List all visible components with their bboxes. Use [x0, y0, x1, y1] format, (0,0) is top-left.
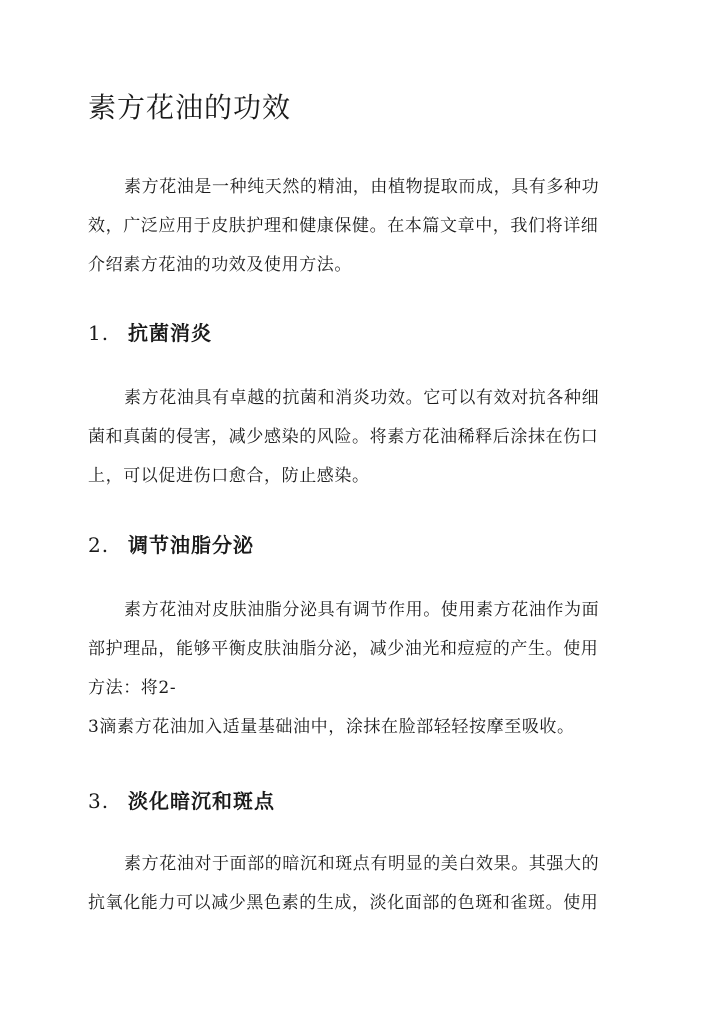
paragraph-line: 素方花油是一种纯天然的精油，由植物提取而成，具有多种功 — [124, 177, 600, 197]
paragraph-line: 素方花油对于面部的暗沉和斑点有明显的美白效果。其强大的 — [124, 854, 600, 874]
paragraph-line: 效，广泛应用于皮肤护理和健康保健。在本篇文章中，我们将详细 — [88, 216, 599, 236]
section-paragraph-1 — [88, 379, 632, 496]
page-title: 素方花油的功效 — [88, 91, 292, 124]
paragraph-line: 抗氧化能力可以减少黑色素的生成，淡化面部的色斑和雀斑。使用 — [88, 893, 599, 913]
section-heading-1 — [88, 318, 212, 348]
paragraph-line: 上，可以促进伤口愈合，防止感染。 — [88, 466, 370, 486]
paragraph-line: 部护理品，能够平衡皮肤油脂分泌，减少油光和痘痘的产生。使用 — [88, 639, 599, 659]
section-paragraph-2 — [88, 591, 632, 747]
section-number: 1. — [88, 321, 110, 345]
section-heading-text: 淡化暗沉和斑点 — [128, 789, 275, 813]
intro-paragraph — [88, 168, 632, 285]
section-number: 2. — [88, 533, 110, 557]
paragraph-line: 菌和真菌的侵害，减少感染的风险。将素方花油稀释后涂抹在伤口 — [88, 427, 599, 447]
paragraph-line: 介绍素方花油的功效及使用方法。 — [88, 255, 352, 275]
paragraph-line: 3滴素方花油加入适量基础油中，涂抹在脸部轻轻按摩至吸收。 — [88, 717, 575, 737]
section-heading-3 — [88, 786, 275, 816]
section-heading-2 — [88, 530, 254, 560]
section-number: 3. — [88, 789, 110, 813]
section-paragraph-3 — [88, 845, 632, 923]
paragraph-line: 素方花油具有卓越的抗菌和消炎功效。它可以有效对抗各种细 — [124, 388, 600, 408]
paragraph-line: 方法：将2- — [88, 678, 177, 698]
section-heading-text: 抗菌消炎 — [128, 321, 212, 345]
section-heading-text: 调节油脂分泌 — [128, 533, 254, 557]
paragraph-line: 素方花油对皮肤油脂分泌具有调节作用。使用素方花油作为面 — [124, 600, 600, 620]
